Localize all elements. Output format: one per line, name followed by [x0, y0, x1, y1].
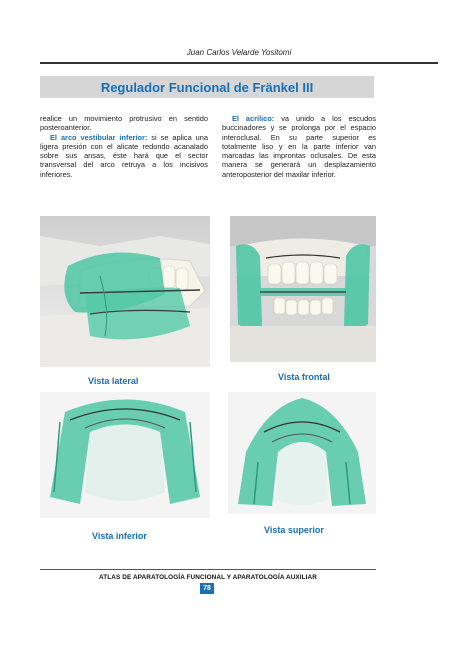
paragraph — [40, 133, 208, 179]
paragraph: realice un movimiento protrusivo en sentido posteroanterior. — [40, 114, 208, 133]
paragraph — [222, 114, 376, 179]
footer-rule — [40, 569, 376, 570]
caption-lateral-view: Vista lateral — [88, 376, 139, 386]
photo-frontal-view — [230, 216, 376, 362]
footer-book-title: ATLAS DE APARATOLOGÍA FUNCIONAL Y APARATOLOGÍA AUXILIAR — [99, 574, 317, 581]
page-number: 78 — [200, 583, 214, 594]
section-title-bar — [40, 76, 374, 98]
header-rule — [40, 62, 438, 64]
body-column-left — [40, 114, 208, 179]
section-title: Regulador Funcional de Fränkel III — [100, 79, 314, 95]
paragraph-text: si se aplica una ligera presión con el alicate redondo acanalado sobre sus ansas, éste hará que el sector transversal del arco retruya a los incisivos inferiores. — [40, 132, 209, 179]
paragraph-text: va unido a los escudos buccinadores y se prolonga por el espacio interoclusal. En su parte superior es totalmente liso y en la parte inferior van marcadas las improntas oclusales. De esta manera se generará un desplazamiento anteroposterior del maxilar inferior. — [222, 114, 376, 179]
term-label: El arco vestibular inferior: — [50, 132, 148, 142]
photo-inferior-view — [40, 392, 210, 518]
caption-frontal-view: Vista frontal — [278, 372, 330, 382]
photo-lateral-view — [40, 216, 210, 367]
caption-superior-view: Vista superior — [264, 525, 324, 535]
body-column-right — [222, 114, 376, 179]
caption-inferior-view: Vista inferior — [92, 531, 147, 541]
running-header-author: Juan Carlos Velarde Yositomi — [186, 48, 292, 57]
photo-superior-view — [228, 392, 376, 514]
term-label: El acrílico: — [232, 114, 275, 123]
